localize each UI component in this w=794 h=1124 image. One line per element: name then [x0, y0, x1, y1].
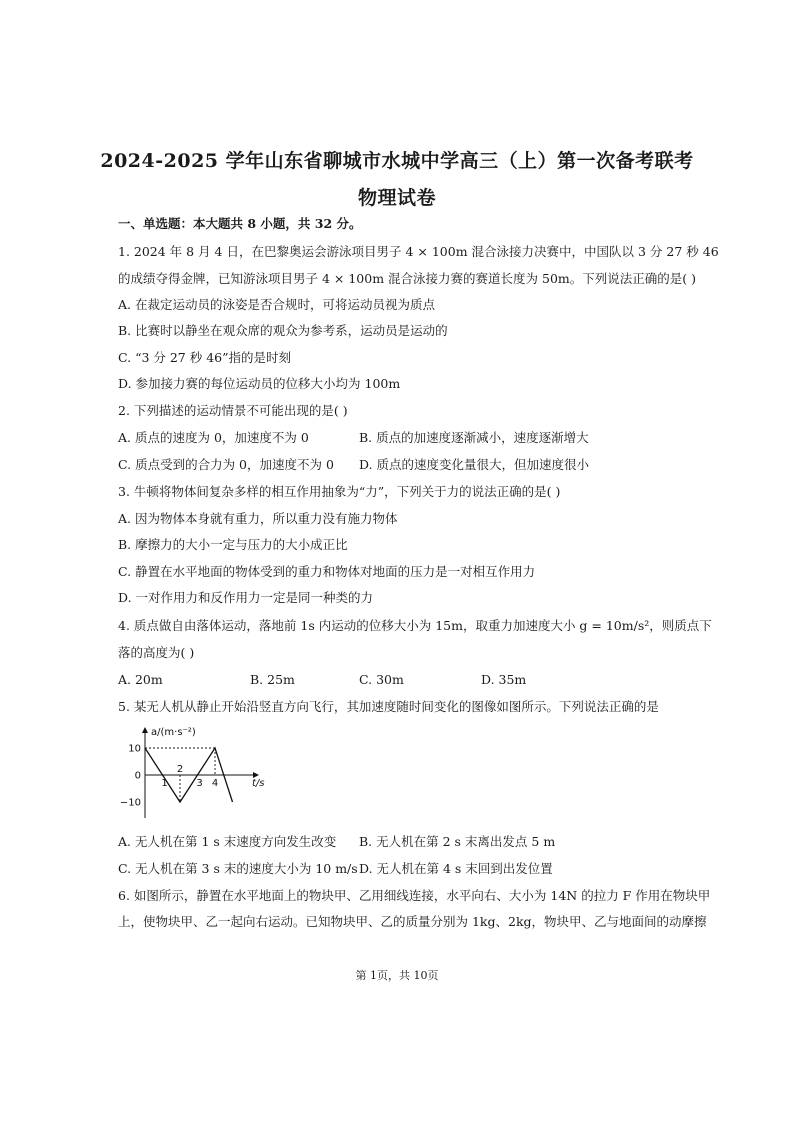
q2-option-c: C. 质点受到的合力为 0，加速度不为 0 — [118, 457, 334, 472]
q3-option-b: B. 摩擦力的大小一定与压力的大小成正比 — [118, 537, 348, 552]
y-tick-label: 10 — [128, 743, 141, 755]
x-tick-label: 4 — [211, 778, 219, 789]
q3-option-c: C. 静置在水平地面的物体受到的重力和物体对地面的压力是一对相互作用力 — [118, 564, 536, 579]
q1-option-c: C. “3 分 27 秒 46”指的是时刻 — [118, 350, 292, 365]
x-tick-label: 2 — [176, 764, 184, 775]
exam-title: 2024-2025 学年山东省聊城市水城中学高三（上）第一次备考联考 — [100, 150, 694, 172]
q5-stem: 5. 某无人机从静止开始沿竖直方向飞行，其加速度随时间变化的图像如图所示。下列说法正确的是 — [118, 699, 659, 714]
q2-option-b: B. 质点的加速度逐渐减小，速度逐渐增大 — [359, 430, 589, 445]
section-heading: 一、单选题：本大题共 8 小题，共 32 分。 — [118, 216, 362, 231]
q3-option-d: D. 一对作用力和反作用力一定是同一种类的力 — [118, 590, 374, 605]
x-axis-label: t/s — [252, 778, 265, 789]
q6-stem-line1: 6. 如图所示，静置在水平地面上的物块甲、乙用细线连接，水平向右、大小为 14N 的拉力 F 作用在物块甲 — [118, 888, 711, 903]
q4-option-c: C. 30m — [359, 672, 404, 687]
q5-option-a: A. 无人机在第 1 s 末速度方向发生改变 — [118, 834, 337, 849]
page-footer: 第 1页，共 10页 — [355, 969, 439, 982]
q4-stem-line1: 4. 质点做自由落体运动，落地前 1s 内运动的位移大小为 15m，取重力加速度大小 g = 10m/s²，则质点下 — [118, 618, 712, 633]
acceleration-time-graph — [118, 722, 268, 822]
q1-option-b: B. 比赛时以静坐在观众席的观众为参考系，运动员是运动的 — [118, 323, 448, 338]
q5-option-b: B. 无人机在第 2 s 末离出发点 5 m — [359, 834, 556, 849]
x-tick-label: 3 — [196, 778, 203, 789]
q1-stem-line2: 的成绩夺得金牌，已知游泳项目男子 4 × 100m 混合泳接力赛的赛道长度为 50m。下列说法正确的是( ) — [118, 271, 696, 286]
q1-option-d: D. 参加接力赛的每位运动员的位移大小均为 100m — [118, 376, 401, 391]
q5-option-d: D. 无人机在第 4 s 末回到出发位置 — [359, 861, 553, 876]
q4-option-b: B. 25m — [250, 672, 295, 687]
q3-option-a: A. 因为物体本身就有重力，所以重力没有施力物体 — [118, 511, 398, 526]
q4-option-a: A. 20m — [118, 672, 163, 687]
q6-stem-line2: 上，使物块甲、乙一起向右运动。已知物块甲、乙的质量分别为 1kg、2kg，物块甲、乙与地面间的动摩擦 — [118, 914, 707, 929]
y-axis-label: a/(m·s⁻²) — [151, 727, 196, 738]
q2-stem: 2. 下列描述的运动情景不可能出现的是( ) — [118, 403, 348, 418]
q3-stem: 3. 牛顿将物体间复杂多样的相互作用抽象为“力”，下列关于力的说法正确的是( ) — [118, 484, 561, 499]
exam-subtitle: 物理试卷 — [357, 187, 436, 209]
q2-option-d: D. 质点的速度变化量很大，但加速度很小 — [359, 457, 590, 472]
q2-option-a: A. 质点的速度为 0，加速度不为 0 — [118, 430, 309, 445]
y-tick-label: −10 — [119, 797, 141, 809]
q4-option-d: D. 35m — [481, 672, 527, 687]
y-tick-label: 0 — [134, 770, 141, 782]
q1-option-a: A. 在裁定运动员的泳姿是否合规时，可将运动员视为质点 — [118, 297, 435, 312]
x-tick-label: 1 — [161, 778, 168, 789]
q5-option-c: C. 无人机在第 3 s 末的速度大小为 10 m/s — [118, 861, 358, 876]
q1-stem-line1: 1. 2024 年 8 月 4 日，在巴黎奥运会游泳项目男子 4 × 100m 混合泳接力决赛中，中国队以 3 分 27 秒 46 — [118, 244, 719, 259]
q4-stem-line2: 落的高度为( ) — [118, 645, 195, 660]
